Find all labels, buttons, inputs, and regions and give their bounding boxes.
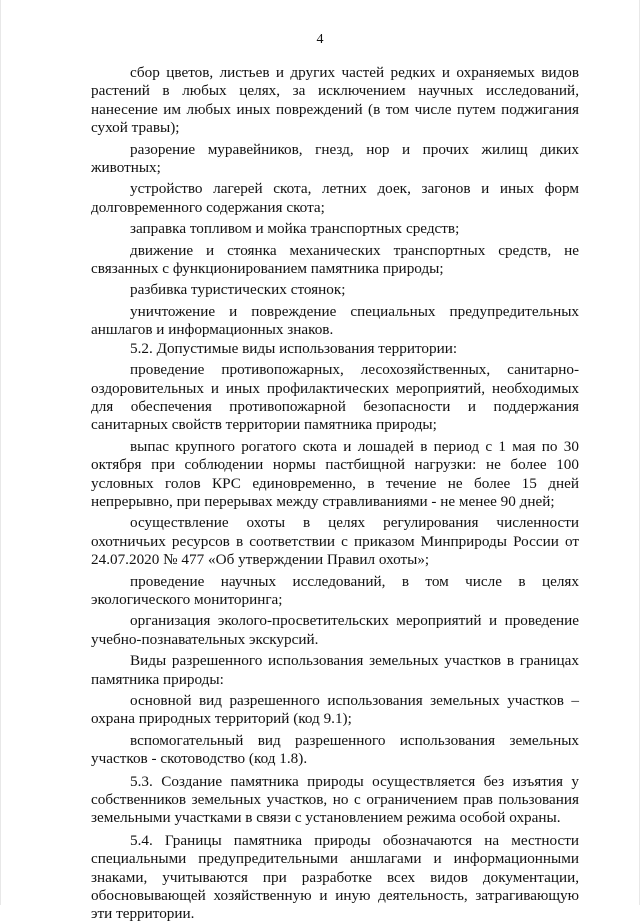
paragraph-anthills: разорение муравейников, гнезд, нор и прочих жилищ диких животных; xyxy=(91,140,579,177)
paragraph-main-land-use: основной вид разрешенного использования земельных участков – охрана природных территорий (код 9.1); xyxy=(91,692,579,728)
paragraph-land-use-heading: Виды разрешенного использования земельных участков в границах памятника природы: xyxy=(91,652,579,688)
section-5-4: 5.4. Границы памятника природы обозначаются на местности специальными предупредительными аншлагами и информационными знаками, учитываются при разработке всех видов документации, обосновывающей хозяйственную и иную деятельность, затрагивающую эти территории. xyxy=(91,831,579,923)
paragraph-hunting: осуществление охоты в целях регулирования численности охотничьих ресурсов в соответствии с приказом Минприроды России от 24.07.2020 № 477 «Об утверждении Правил охоты»; xyxy=(91,514,579,569)
paragraph-plants: сбор цветов, листьев и других частей редких и охраняемых видов растений в любых целях, за исключением научных исследований, нанесение им любых иных повреждений (в том числе путем поджигания сухой травы); xyxy=(91,64,579,137)
paragraph-vehicles: движение и стоянка механических транспортных средств, не связанных с функционированием памятника природы; xyxy=(91,241,579,278)
document-body xyxy=(91,64,579,924)
paragraph-auxiliary-land-use: вспомогательный вид разрешенного использования земельных участков - скотоводство (код 1.8). xyxy=(91,731,579,768)
paragraph-grazing: выпас крупного рогатого скота и лошадей в период с 1 мая по 30 октября при соблюдении нормы пастбищной нагрузки: не более 100 условных голов КРС единовременно, в течение не более 15 дней непрерывно, при перерывах между стравливаниями - не менее 90 дней; xyxy=(91,437,579,510)
section-5-2-heading: 5.2. Допустимые виды использования территории: xyxy=(130,339,458,357)
paragraph-education: организация эколого-просветительских мероприятий и проведение учебно-познавательных экскурсий. xyxy=(91,612,579,648)
paragraph-tourist-camps: разбивка туристических стоянок; xyxy=(130,281,346,299)
paragraph-refueling: заправка топливом и мойка транспортных средств; xyxy=(130,220,460,238)
paragraph-livestock-camps: устройство лагерей скота, летних доек, загонов и иных форм долговременного содержания скота; xyxy=(91,180,579,216)
paragraph-fire-prevention: проведение противопожарных, лесохозяйственных, санитарно-оздоровительных и иных профилактических мероприятий, необходимых для обеспечения противопожарной безопасности и поддержания санитарных свойств территории памятника природы; xyxy=(91,361,579,434)
page-number: 4 xyxy=(316,32,324,47)
paragraph-research: проведение научных исследований, в том числе в целях экологического мониторинга; xyxy=(91,572,579,608)
section-5-3: 5.3. Создание памятника природы осуществляется без изъятия у собственников земельных участков, но с ограничением прав пользования земельными участками в связи с установлением режима особой охраны. xyxy=(91,772,579,827)
scan-edge-left xyxy=(0,0,1,905)
paragraph-signs-damage: уничтожение и повреждение специальных предупредительных аншлагов и информационных знаков. xyxy=(91,302,579,339)
